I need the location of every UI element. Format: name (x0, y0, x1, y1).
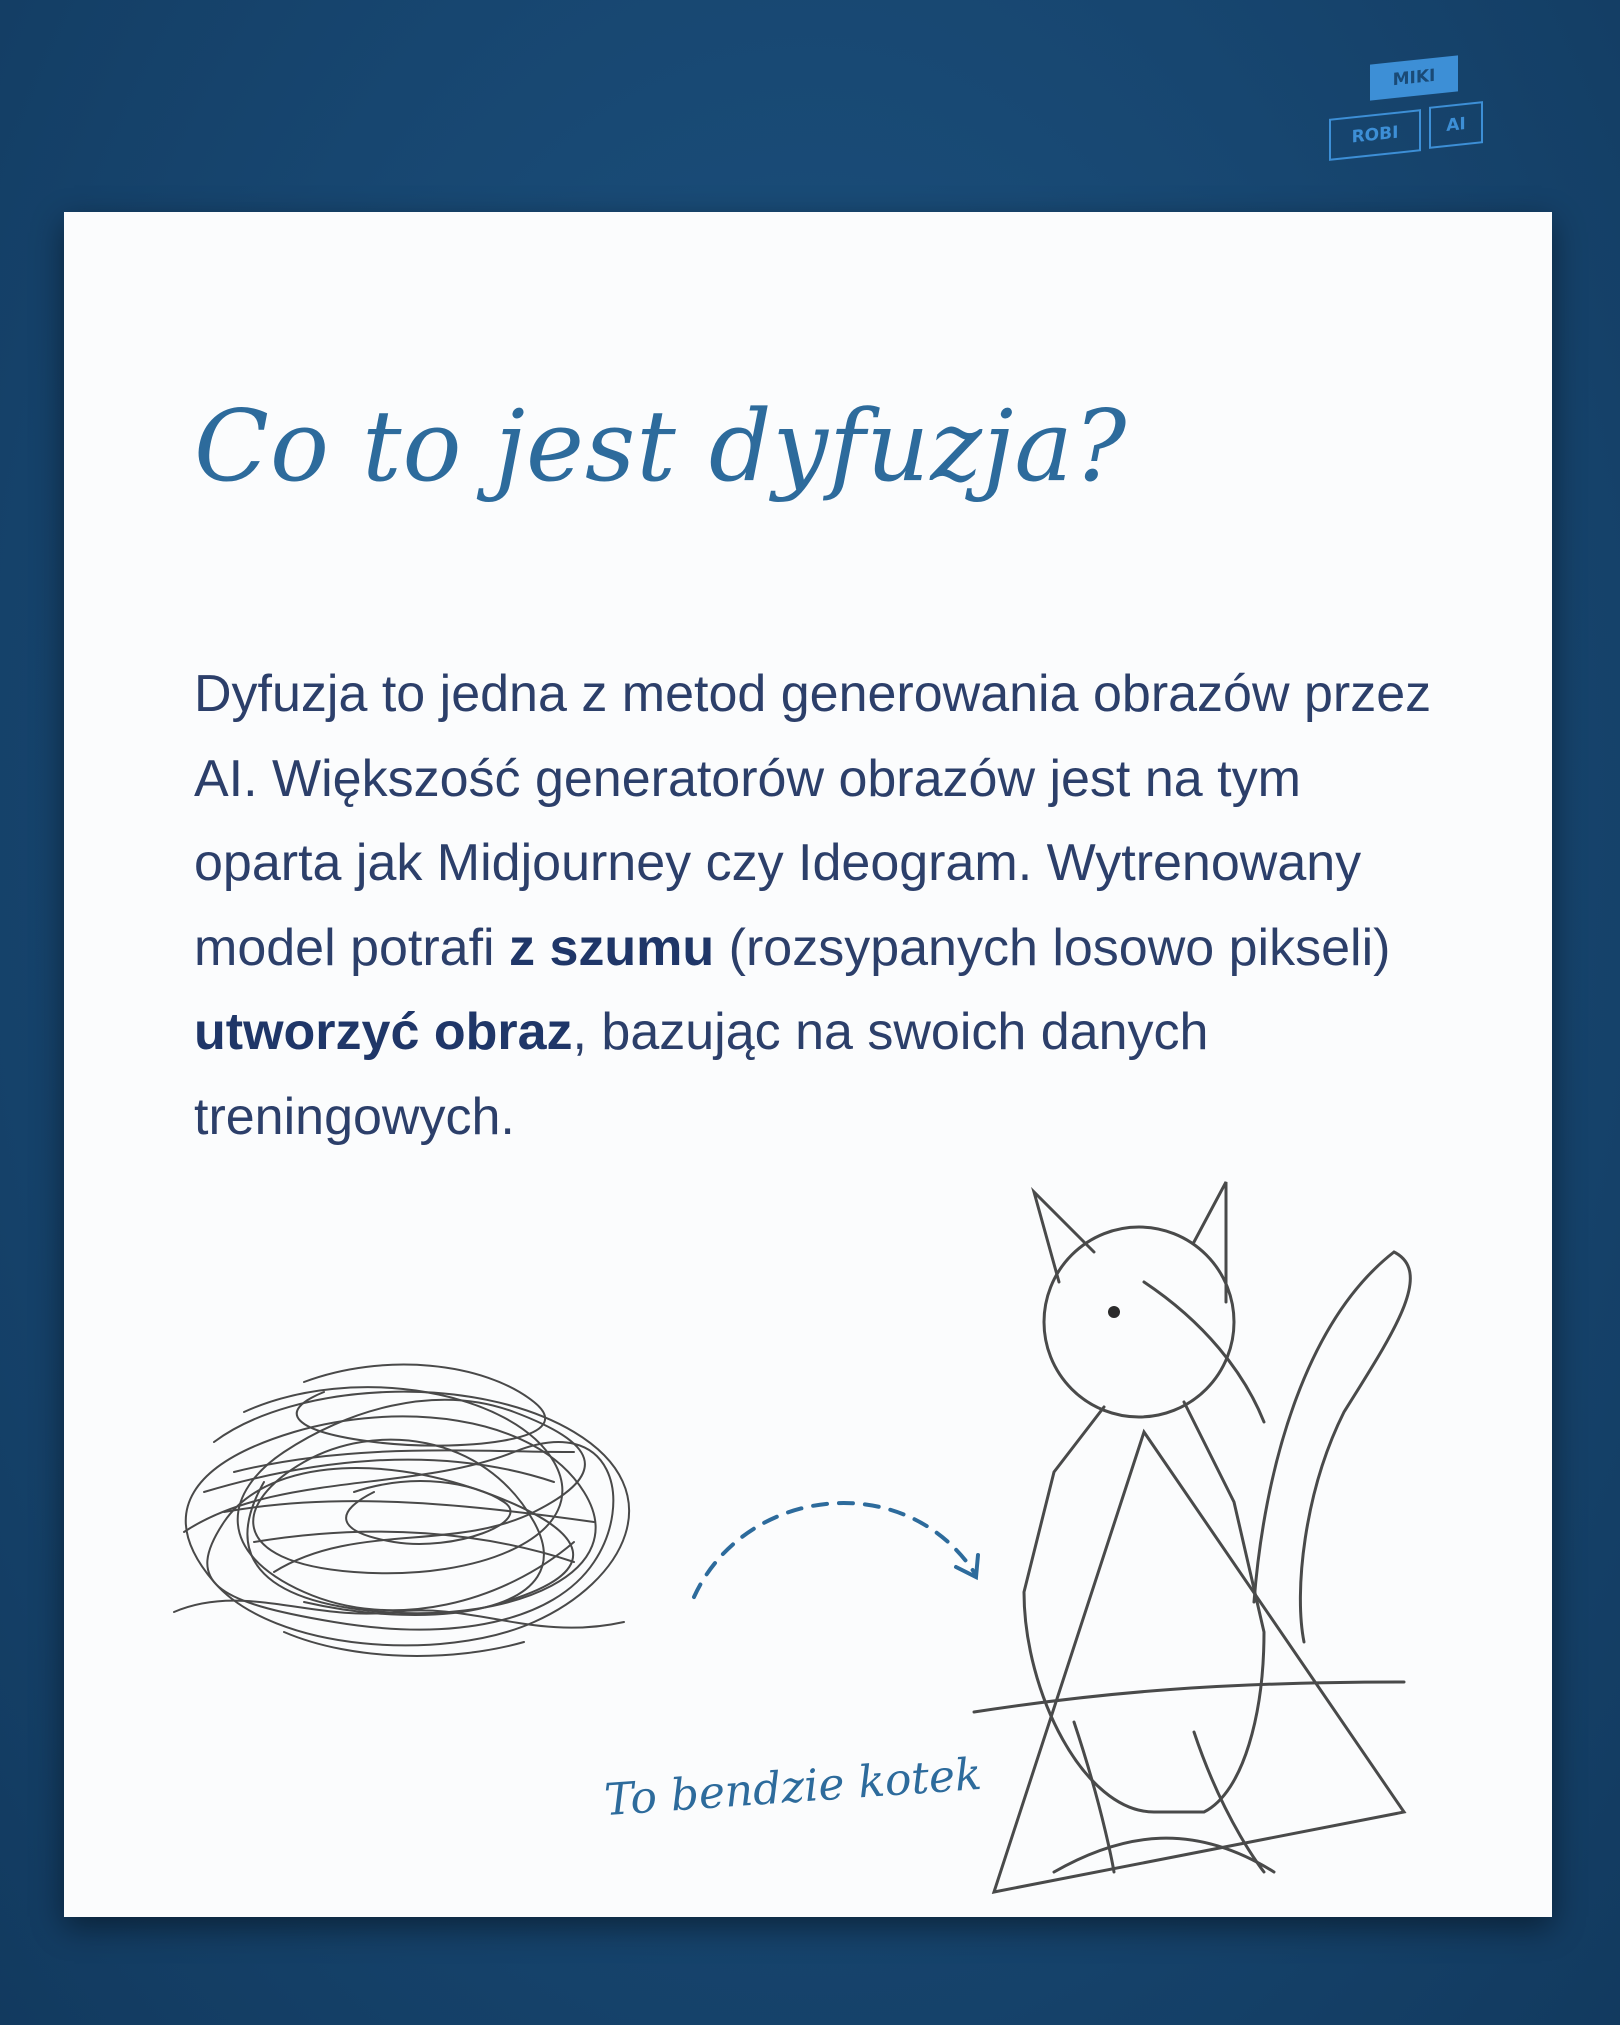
brand-logo (1325, 58, 1490, 168)
body-text (194, 652, 1444, 1159)
logo-robi: ROBI (1329, 109, 1421, 161)
notebook-page (64, 212, 1552, 1917)
cat-sketch-icon (964, 1172, 1524, 1932)
logo-ai: AI (1429, 101, 1483, 149)
body-text-part-2: (rozsypanych losowo pikseli) (714, 918, 1391, 977)
body-bold-create: utworzyć obraz (194, 1003, 573, 1061)
body-text-part-1: Dyfuzja to jedna z metod generowania obrazów przez AI. Większość generatorów obrazów jest na tym oparta jak Midjourney czy Ideogram. Wytrenowany model potrafi (194, 665, 1432, 977)
caption-text: To bendzie kotek (602, 1748, 984, 1827)
body-bold-noise: z szumu (509, 918, 715, 977)
page-title: Co to jest dyfuzja? (194, 390, 1128, 504)
pencil-scribble-icon (154, 1322, 674, 1692)
logo-miki: MIKI (1370, 55, 1458, 100)
body-text-part-3: , bazując na swoich danych treningowych. (194, 1003, 1209, 1146)
